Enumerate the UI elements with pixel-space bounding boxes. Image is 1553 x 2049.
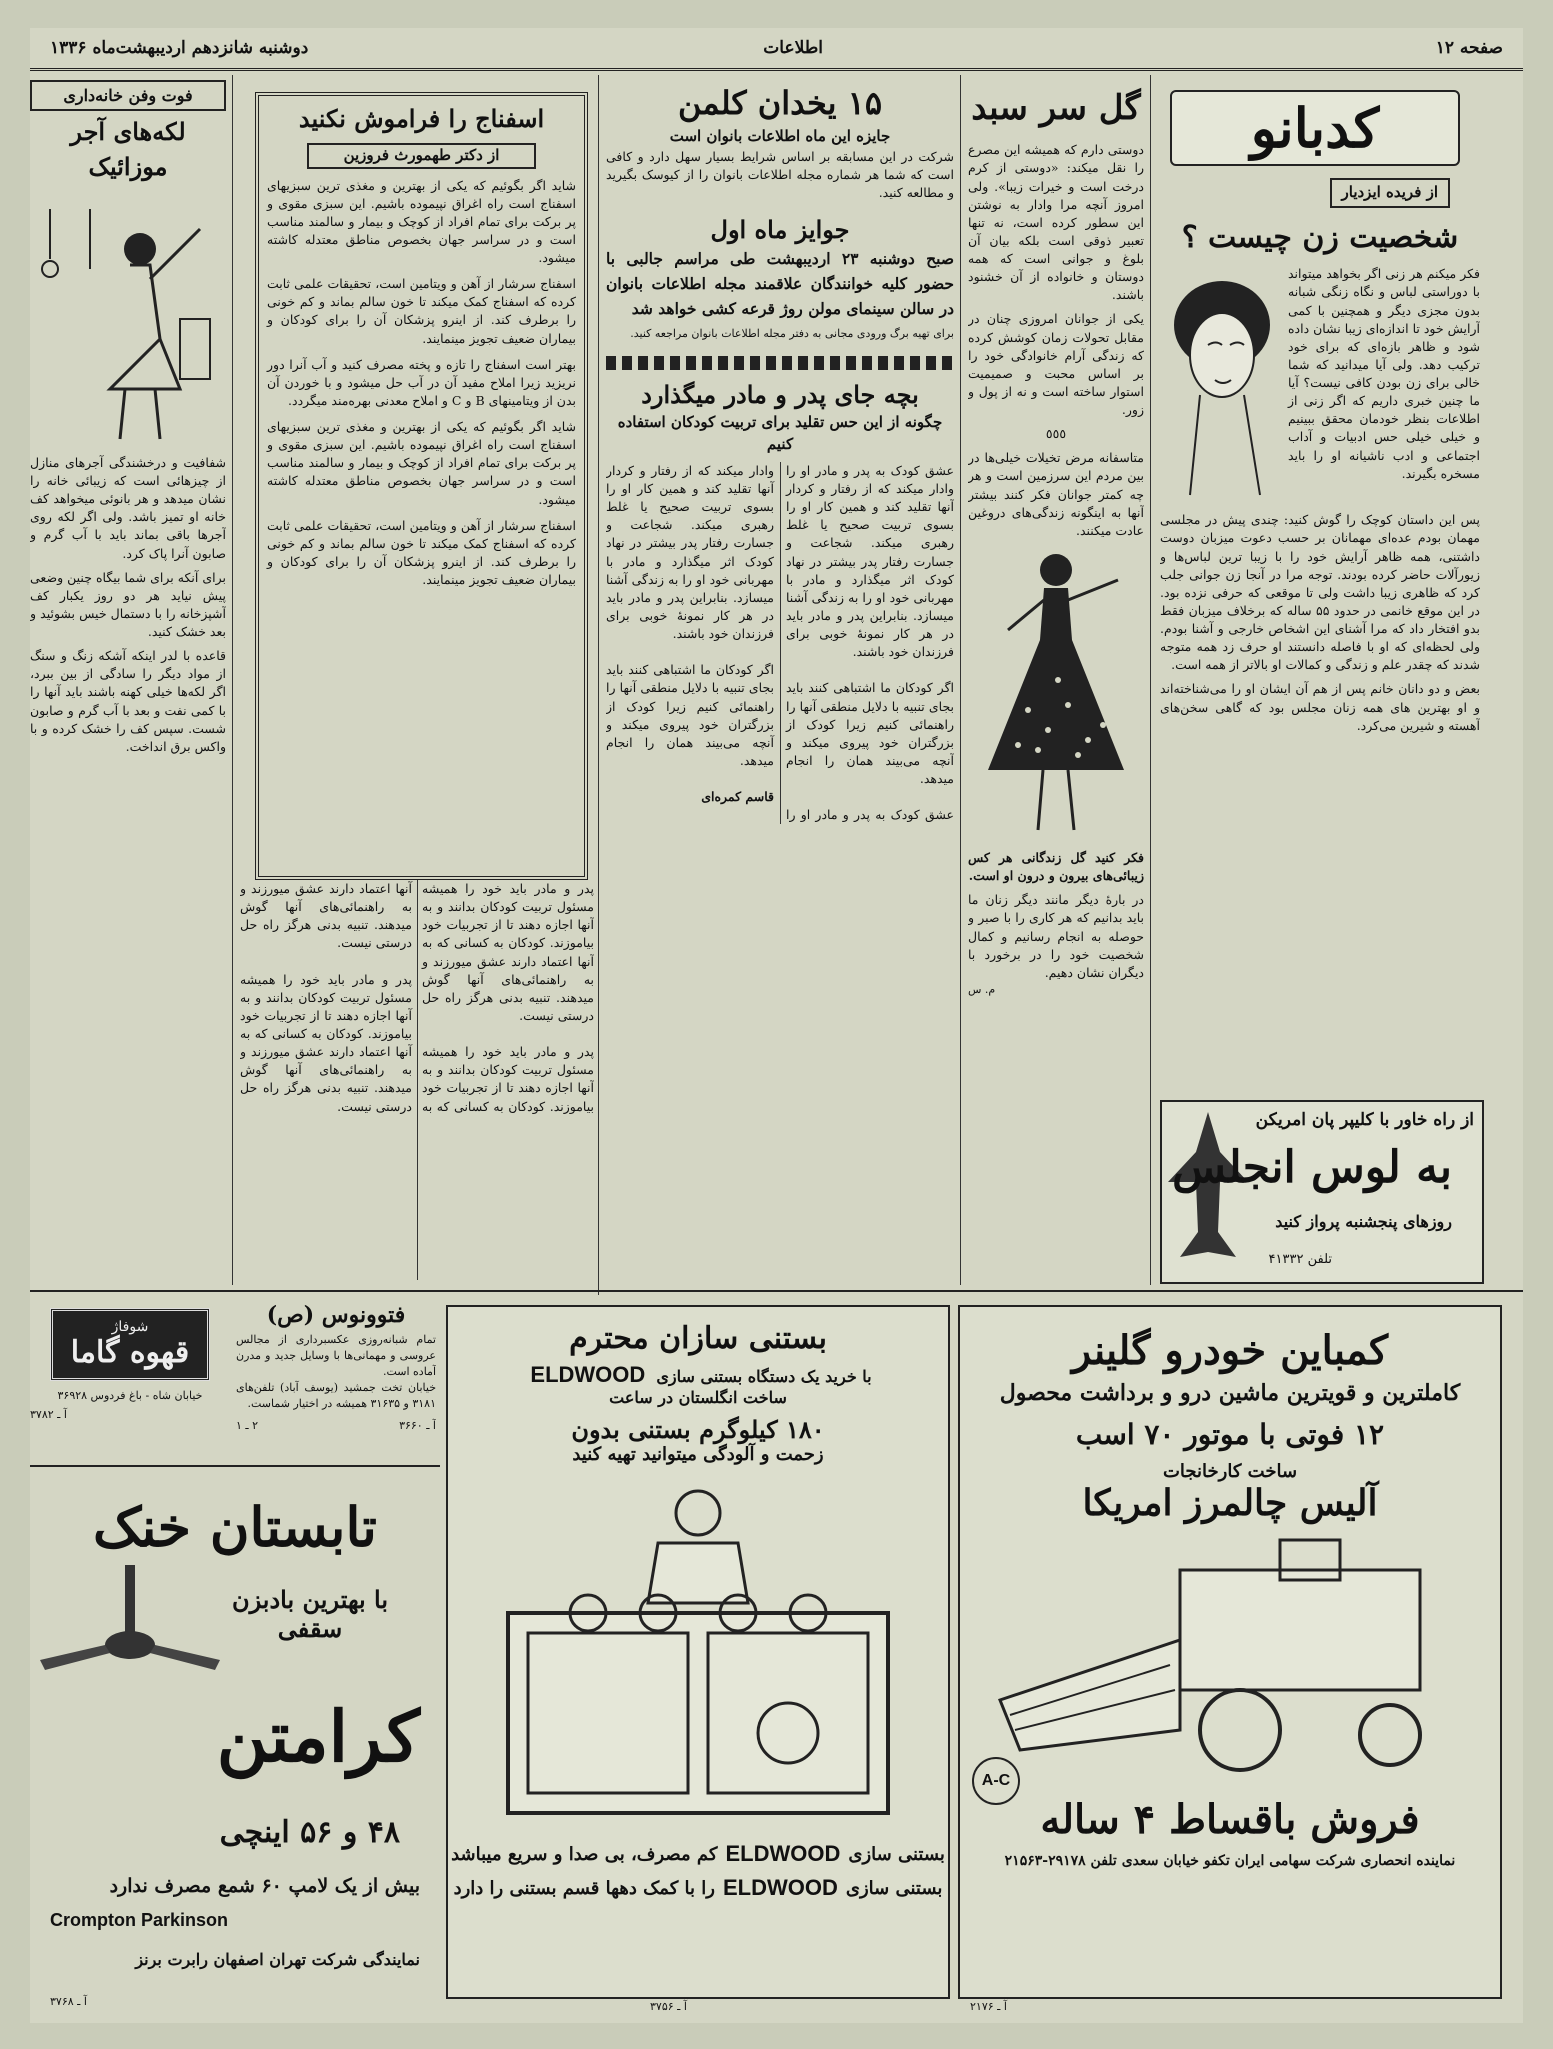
- issue-date: دوشنبه شانزدهم اردیبهشت‌ماه ۱۳۳۶: [50, 38, 309, 58]
- article-title: بچه جای پدر و مادر میگذارد: [641, 379, 919, 409]
- ad-maker: آلیس چالمرز امریکا: [1082, 1482, 1378, 1524]
- article-body: شاید اگر بگوئیم که یکی از بهترین و مغذی ترین سبزیهای اسفناج است راه اغراق نپیموده باشیم. این سبزی مقوی و پر برکت برای تمام افراد از کوچک و بیمار و سالمند مناسب است و در سراسر جهان بخصوص مناطق معتدله کاشته میشود.: [267, 177, 576, 266]
- ad-title: فتوونوس (ص): [266, 1302, 406, 1328]
- ad-address: خیابان شاه - باغ فردوس ۳۶۹۲۸: [57, 1389, 203, 1402]
- ad-code: آ ـ ۳۷۸۲: [30, 1408, 67, 1421]
- column-housekeeping: [30, 80, 226, 1240]
- ad-city: به لوس انجلس: [1172, 1142, 1452, 1193]
- continuation-text-2: پدر و مادر باید خود را همیشه مسئول تربیت کودکان بدانند و به آنها اجازه دهند تا از تجربیات خود بیاموزند. کودکان به کسانی که به آنها اعتماد دارند عشق میورزند و به راهنمائی‌های آنها گوش میدهند. تنبیه بدنی هرگز راه حل درستی نیست.: [240, 881, 594, 1114]
- continuation-text-3: پدر و مادر باید خود را همیشه مسئول تربیت کودکان بدانند و به آنها اجازه دهند تا از تجربیات خود بیاموزند. کودکان به کسانی که به آنها اعتماد دارند عشق میورزند و به راهنمائی‌های آنها گوش میدهند. تنبیه بدنی هرگز راه حل درستی نیست.: [240, 971, 412, 1114]
- ad-tag-2-desc: را با کمک دهها قسم بستنی را دارد: [453, 1877, 715, 1899]
- ad-tag-2: بستنی سازی: [845, 1877, 943, 1899]
- ad-subtitle: کاملترین و قویترین ماشین درو و برداشت محصول: [999, 1380, 1461, 1406]
- article-body-text: عشق کودک به پدر و مادر او را وادار میکند که از رفتار و کردار آنها تقلید کند و همین کار او را بسوی تربیت صحیح یا غلط رهبری میکند. شجاعت و جسارت رفتار پدر بیشتر در نهاد کودک اثر میگذارد و مادر با مهربانی خود او را به زندگی آشنا میسازد. بنابراین پدر و مادر باید در هر کار نمونهٔ خوبی برای فرزندان خود باشند.: [786, 462, 954, 660]
- article-body-3: متاسفانه مرض تخیلات خیلی‌ها در بین مردم این سرزمین است و هر چه کمتر جوانان فکر کنند بیشتر آنها به اینگونه زندگی‌های دروغین عادت میکنند.: [968, 450, 1144, 538]
- article-body-text-3: عشق کودک به پدر و مادر او را وادار میکند که از رفتار و کردار آنها تقلید کند و همین کار او را بسوی تربیت صحیح یا غلط رهبری میکند. شجاعت و جسارت رفتار پدر بیشتر در نهاد کودک اثر میگذارد و مادر با مهربانی خود او را به زندگی آشنا میسازد. بنابراین پدر و مادر باید در هر کار نمونهٔ خوبی برای فرزندان خود باشند.: [606, 462, 954, 823]
- ad-line-4: زحمت و آلودگی میتوانید تهیه کنید: [572, 1444, 824, 1465]
- combine-harvester-illustration: [980, 1530, 1480, 1790]
- article-title: لکه‌های آجر موزائیک: [70, 117, 186, 181]
- ice-cream-machine-illustration: [488, 1473, 908, 1833]
- column-spinach: [255, 92, 588, 880]
- ad-eldwood: [446, 1305, 950, 1999]
- ad-body: تمام شبانه‌روزی عکسبرداری از مجالس عروسی و مهمانی‌ها با وسایل جدید و مدرن آماده است.: [236, 1332, 436, 1378]
- ad-code: آ ـ ۲۱۷۶: [970, 2000, 1007, 2013]
- ad-sub: شوفاژ: [111, 1319, 149, 1335]
- ad-line-1: از راه خاور با کلیپر پان امریکن: [1255, 1110, 1474, 1130]
- kadbanoo-logo: کدبانو: [1170, 90, 1460, 166]
- ad-tag-1-brand: ELDWOOD: [725, 1841, 841, 1866]
- ad-sale: فروش باقساط ۴ ساله: [1040, 1796, 1420, 1843]
- article-title: گل سر سبد: [971, 88, 1141, 128]
- article-body-4: در بارهٔ دیگر مانند دیگر زنان ما باید بدانیم که هر کاری را با صبر و حوصله به انجام رسانیم و کمال شخصیت خود را در برخورد با دیگران نشان دهیم.: [968, 892, 1144, 980]
- article-body-3: بهتر است اسفناج را تازه و پخته مصرف کنید و آب آنرا دور نریزید زیرا املاح مفید آن در آب حل میشود و با خوردن آن بدن از ویتامینهای B و C و املاح معدنی بهره‌مند میگردد.: [267, 356, 576, 408]
- byline: از فریده ایزدیار: [1330, 178, 1451, 208]
- article-body-3: قاعده با لدر اینکه آشکه زنگ و سنگ از مواد دیگر را سادگی از بین ببرد، اگر لکه‌ها خیلی کهنه باشند باید آنها را با کمی نفت و بعد با آب گرم و صابون شست. سپس کف را خشک کرده و با واکس برق انداخت.: [30, 648, 226, 754]
- ad-title: کمباین خودرو گلینر: [1071, 1327, 1389, 1374]
- ad-line-2: ساخت انگلستان در ساعت: [609, 1388, 787, 1407]
- ac-logo: A-C: [972, 1757, 1020, 1805]
- article-body: شفافیت و درخشندگی آجرهای منازل از چیزهائی است که زیبائی خانه را نشان میدهد و هر بانوئی میخواهد کف خانه او تمیز باشد. ولی اگر لکه روی آجرها باقی بماند باید با آب گرم و صابون آنرا پاک کرد.: [30, 454, 226, 561]
- ad-title: بستنی سازان محترم: [569, 1321, 827, 1356]
- ad-address: خیابان تخت جمشید (یوسف آباد) تلفن‌های ۳۱۸۱ و ۳۱۶۳۵ همیشه در اختیار شماست.: [236, 1380, 436, 1410]
- column-rule: [960, 75, 961, 1285]
- ad-name: قهوه گاما: [70, 1335, 190, 1370]
- continuation-text: پدر و مادر باید خود را همیشه مسئول تربیت کودکان بدانند و به آنها اجازه دهند تا از تجربیات خود بیاموزند. کودکان به کسانی که به آنها اعتماد دارند عشق میورزند و به راهنمائی‌های آنها گوش میدهند. تنبیه بدنی هرگز راه حل درستی نیست.: [422, 881, 594, 1023]
- ad-code: آ ـ ۳۷۵۶: [650, 2000, 687, 2013]
- ad-tag-2-brand: ELDWOOD: [722, 1875, 838, 1900]
- ad-line-2: روزهای پنجشنبه پرواز کنید: [1275, 1212, 1452, 1231]
- column-rule: [1150, 75, 1151, 1285]
- ad-brand: ELDWOOD: [530, 1362, 646, 1387]
- ornamental-divider: [606, 356, 954, 370]
- column-gol-sar-sabad: [968, 80, 1144, 1140]
- article-body-4: شاید اگر بگوئیم که یکی از بهترین و مغذی ترین سبزیهای اسفناج است راه اغراق نپیموده باشیم. این سبزی مقوی و پر برکت برای تمام افراد از کوچک و بیمار و سالمند مناسب است و در سراسر جهان بخصوص مناطق معتدله کاشته میشود.: [267, 419, 576, 507]
- ad-agent: نماینده انحصاری شرکت سهامی ایران تکفو خیابان سعدی تلفن ۲۹۱۷۸-۲۱۵۶۳: [1004, 1853, 1456, 1869]
- woman-portrait-illustration: [1160, 265, 1280, 505]
- ad-code-2: ۲ ـ ۱: [236, 1418, 259, 1432]
- ad-dealer: نمایندگی شرکت تهران اصفهان رابرت برنز: [135, 1950, 420, 1969]
- ad-code: آ ـ ۳۷۶۸: [50, 1995, 87, 2008]
- prize-body: شرکت در این مسابقه بر اساس شرایط بسیار سهل دارد و کافی است که شما هر شماره مجله اطلاعات بانوان را از کیوسک بگیرید و مطالعه کنید.: [606, 149, 954, 201]
- article-body-2: برای آنکه برای شما بیگاه چنین وضعی پیش نیاید هر دو روز یکبار کف آشپزخانه را با دستمال خیس بشوئید و بعد خشک کنید.: [30, 569, 226, 640]
- ad-title: تابستان خنک: [93, 1495, 377, 1559]
- section-divider: [30, 1290, 1523, 1292]
- ad-tag-1-desc: کم مصرف، بی صدا و سریع میباشد: [451, 1843, 718, 1865]
- column-heading: فوت وفن خانه‌داری: [30, 80, 226, 111]
- article-body: [606, 462, 954, 825]
- ad-crompton-fan: [30, 1475, 440, 2020]
- ceiling-fan-icon: [40, 1565, 220, 1735]
- article-body-2: یکی از جوانان امروزی چنان در مقابل تحولات زمان کوشش کرده که زندگی آرام خانوادگی خود را بر اساس محبت و صمیمیت استوار ساخته است و نه از پول و زور.: [968, 311, 1144, 418]
- ad-pan-american: [1160, 1100, 1484, 1284]
- ad-brand: کرامتن: [216, 1695, 420, 1778]
- column-kadbanoo: [1160, 80, 1480, 1130]
- paper-name: اطلاعات: [763, 38, 823, 58]
- ad-tag-1: بستنی سازی: [848, 1843, 945, 1865]
- article-author: قاسم کمره‌ای: [701, 789, 774, 805]
- ad-line-3: ۱۸۰ کیلوگرم بستنی بدون: [571, 1415, 825, 1444]
- article-body: دوستی دارم که همیشه این مصرع را نقل میکند: «دوستی از کرم درخت است و خیرات زیبا». ولی امروز آنچه مرا وادار به نوشتن این سطور کرده است، نه تنها تعبیر ذوقی است بلکه بیان آن بلوغ و جوانی است که همه دوستان و خانواده از آن خشنود باشند.: [968, 142, 1144, 303]
- article-body-text-4: اگر کودکان ما اشتباهی کنند باید بجای تنبیه با دلایل منطقی آنها را راهنمائی کنیم زیرا کودک از بزرگتران خود پیروی میکند و آنچه می‌بیند همان را انجام میدهد.: [606, 662, 774, 768]
- ad-line-1: با خرید یک دستگاه بستنی سازی: [656, 1367, 872, 1386]
- ad-cafe-gama: [30, 1300, 230, 1455]
- signature: م. س: [968, 982, 996, 996]
- page-number: صفحه ۱۲: [1435, 38, 1503, 58]
- article-title: اسفناج را فراموش نکنید: [298, 104, 545, 133]
- prize-subtitle: جایزه این ماه اطلاعات بانوان است: [669, 127, 891, 146]
- ad-phone: تلفن ۴۱۳۳۲: [1268, 1252, 1332, 1267]
- column-rule: [232, 75, 233, 1285]
- ad-latin-brand: Crompton Parkinson: [50, 1910, 229, 1930]
- ad-feature: بیش از یک لامپ ۶۰ شمع مصرف ندارد: [109, 1875, 420, 1897]
- housewife-cleaning-illustration: [30, 189, 226, 449]
- article-body-2: پس این داستان کوچک را گوش کنید: چندی پیش در مجلسی مهمان بودم عده‌ای مهمانان بر حسب دعوت میزبان دوست داشتنی، همه ظاهر آرایش خود را با زیبا ترین لباس‌ها و زیورآلات حاضر کرده بودند. توجه مرا در آنجا زن جوانی جلب کرد که ظاهری زیبا داشت ولی تا موقعی که حرفی نزده بود. در این موقع خانمی در حدود ۵۵ ساله که برخلاف میزبان فقط بدو افتخار داد که مرا آشنای این اشخاص خارجی و آشنا بودم. ولی لحظه‌ای که او با فاصله دانستند او حرف زد همه متوجه شدند که چقدر علم و زندگی و کمالات او بالاتر از همه است.: [1160, 512, 1480, 673]
- ad-gleaner-combine: [958, 1305, 1502, 1999]
- byline: از دکتر طهمورث فروزین: [307, 143, 536, 169]
- ad-divider: [30, 1465, 440, 1467]
- ad-photonus: [236, 1300, 436, 1460]
- page-header: [30, 28, 1523, 71]
- section-mark: ٥٥٥: [1045, 426, 1067, 442]
- award-body: صبح دوشنبه ۲۳ اردیبهشت طی مراسم جالبی با حضور کلیه خوانندگان علاقمند مجله اطلاعات بانوان در سالن سینمای مولن روژ قرعه کشی خواهد شد: [606, 249, 954, 318]
- ad-maker-pre: ساخت کارخانجات: [1162, 1461, 1298, 1482]
- article-subtitle: چگونه از این حس تقلید برای تربیت کودکان استفاده کنیم: [617, 413, 943, 454]
- article-body-5: اسفناج سرشار از آهن و ویتامین است، تحقیقات علمی ثابت کرده که اسفناج کمک میکند تا خون سالم بماند و کم خونی را برطرف کند. از اینرو پزشکان آن را برای کودکان و بیماران ضعیف تجویز مینمایند.: [267, 517, 576, 588]
- ad-subtitle: با بهترین بادبزن سقفی: [231, 1585, 389, 1643]
- article-title: شخصیت زن چیست ؟: [1181, 219, 1459, 255]
- article-body-2: اسفناج سرشار از آهن و ویتامین است، تحقیقات علمی ثابت کرده که اسفناج کمک میکند تا خون سالم بماند و کم خونی را برطرف کند. از اینرو پزشکان آن را برای کودکان و بیماران ضعیف تجویز مینمایند.: [267, 276, 576, 346]
- column-ettelaat-banovan: [606, 80, 954, 1280]
- woman-dress-illustration: [968, 540, 1144, 840]
- prize-title: ۱۵ یخدان کلمن: [677, 84, 883, 122]
- award-note: برای تهیه برگ ورودی مجانی به دفتر مجله اطلاعات بانوان مراجعه کنید.: [630, 326, 954, 340]
- column-continuation: [240, 880, 594, 1280]
- ad-sizes: ۴۸ و ۵۶ اینچی: [219, 1815, 400, 1850]
- article-body-text-2: اگر کودکان ما اشتباهی کنند باید بجای تنبیه با دلایل منطقی آنها را راهنمائی کنیم زیرا کودک از بزرگتران خود پیروی میکند و آنچه می‌بیند همان را انجام میدهد.: [786, 680, 954, 787]
- ad-code-1: آ ـ ۳۶۶۰: [399, 1418, 436, 1432]
- column-rule: [598, 75, 599, 1295]
- ad-spec: ۱۲ فوتی با موتور ۷۰ اسب: [1075, 1418, 1385, 1451]
- award-title: جوایز ماه اول: [710, 214, 850, 244]
- article-body: فکر میکنم هر زنی اگر بخواهد میتواند با دوراستی لباس و نگاه زنگی شبانه بدون مجزی دیگر و همچنین با کمی آرایش خود تا اندازه‌ای زیبا نشان داده شود و ظاهر بازه‌ای که برای خود ترکیب دهد. ولی آیا میدانید که شما خالی برای زن بودن کافی نیست؟ آیا ما چنین خبری داریم که اگر زنی از اطلاعات بنظر خودمان محقق ببینیم و خیلی خیلی حس ادبیات و آداب اجتماعی و ادب ناشیانه او را باید مسخره بگیرند.: [1288, 266, 1480, 481]
- article-body-3: بعض و دو دانان خانم پس از هم آن ایشان او را می‌شناخته‌اند و او بهترین ها‌ی همه زنان مجلس بود که گاهی سخن‌های آهسته و شیرین می‌کرد.: [1160, 681, 1480, 733]
- illustration-caption: فکر کنید گل زندگانی هر کس زیبائی‌های بیرون و درون او است.: [968, 850, 1144, 884]
